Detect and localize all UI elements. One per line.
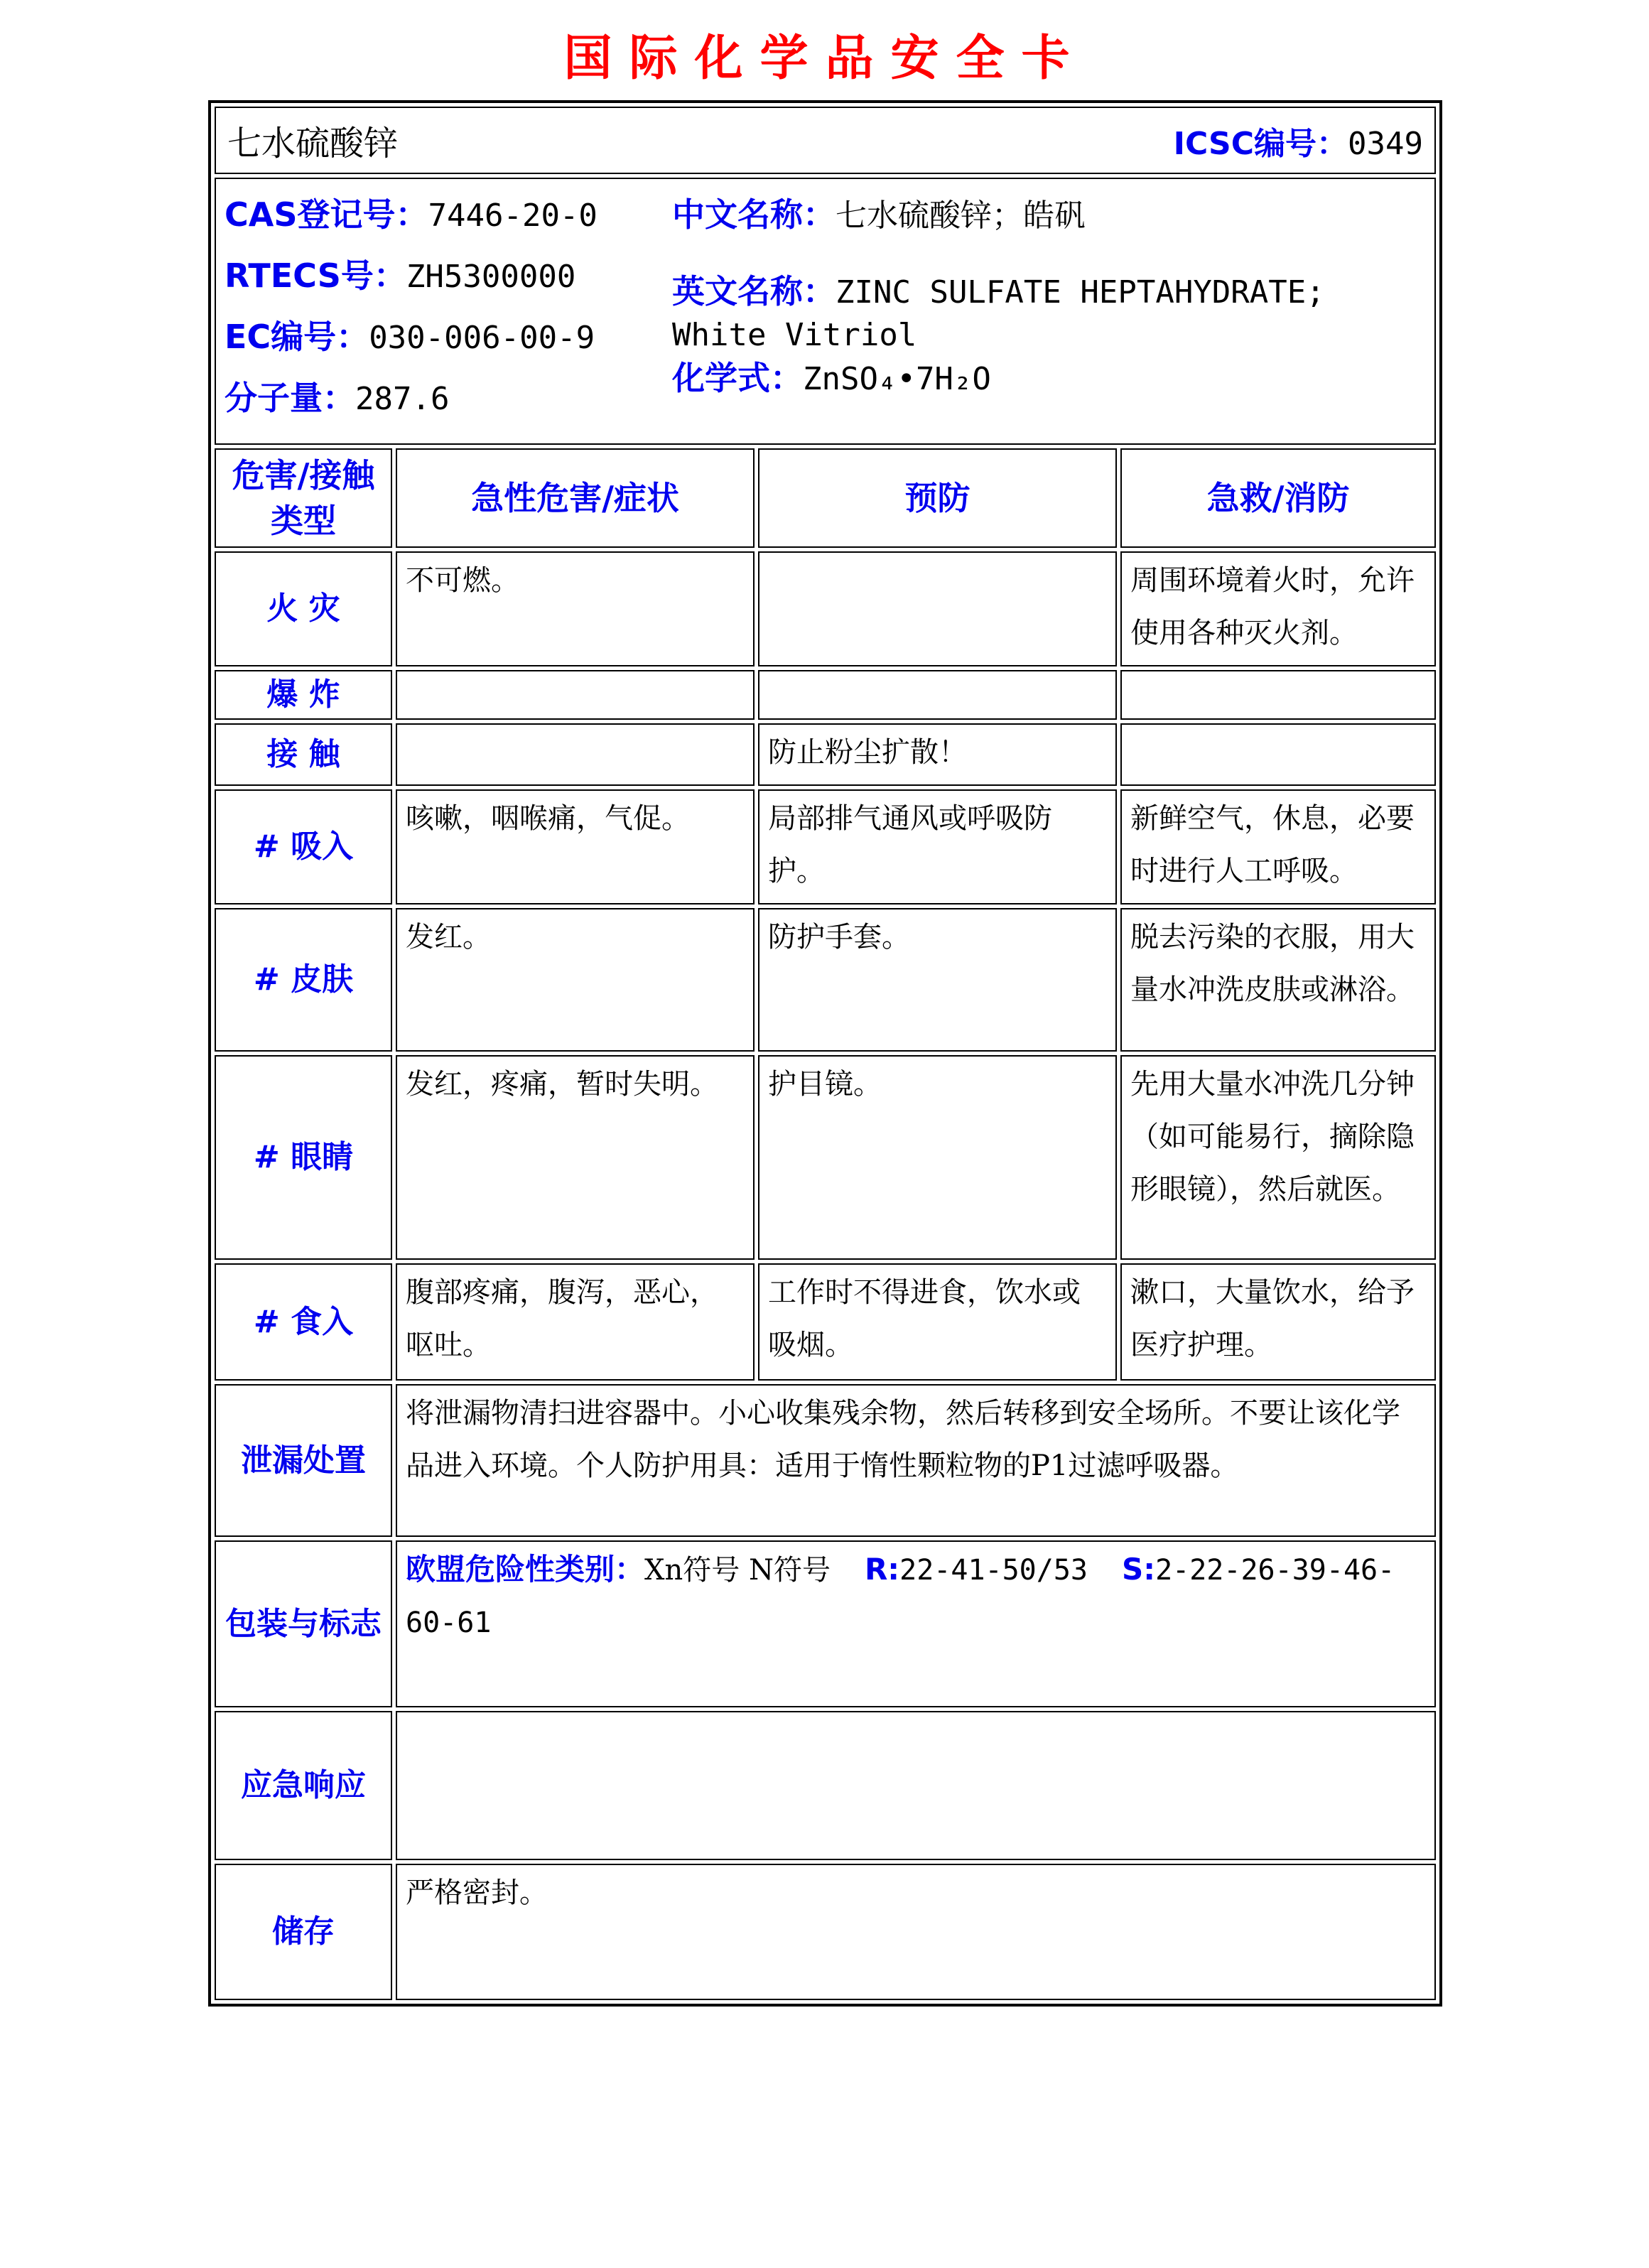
cell-explosion-symptoms	[396, 670, 755, 720]
s-phrases-label: S:	[1122, 1552, 1156, 1587]
cell-contact-firstaid	[1120, 723, 1436, 786]
column-header-hazard-type: 危害/接触 类型	[215, 448, 392, 548]
section-row-emergency	[215, 1711, 1436, 1860]
hazard-row-explosion	[215, 670, 1436, 720]
row-label-ingestion: # 食入	[215, 1263, 392, 1381]
icsc-number-label: ICSC编号：	[1173, 125, 1348, 162]
chemical-formula-label: 化学式：	[672, 359, 803, 397]
cas-number-value: 7446-20-0	[428, 198, 598, 234]
substance-header-cell	[215, 107, 1436, 174]
chemical-formula-value: ZnSO₄•7H₂O	[803, 361, 991, 397]
cell-fire-prevention	[758, 551, 1117, 666]
cell-spillage-text: 将泄漏物清扫进容器中。小心收集残余物，然后转移到安全场所。不要让该化学品进入环境。个人防护用具：适用于惰性颗粒物的P1过滤呼吸器。	[396, 1384, 1436, 1537]
ec-number-value: 030-006-00-9	[369, 320, 595, 356]
s-phrases-value: 2-22-26-39-46-60-61	[406, 1554, 1395, 1639]
cell-inhalation-prevention: 局部排气通风或呼吸防护。	[758, 789, 1117, 904]
row-label-eyes: # 眼睛	[215, 1055, 392, 1260]
cell-eyes-symptoms: 发红，疼痛，暂时失明。	[396, 1055, 755, 1260]
eu-hazard-class-label: 欧盟危险性类别：	[406, 1552, 645, 1587]
hazard-row-skin	[215, 908, 1436, 1052]
section-row-spillage	[215, 1384, 1436, 1537]
hazard-row-fire	[215, 551, 1436, 666]
chemical-formula-line	[672, 357, 1426, 401]
cell-explosion-firstaid	[1120, 670, 1436, 720]
icsc-number-field	[1174, 118, 1423, 163]
cell-fire-firstaid: 周围环境着火时，允许使用各种灭火剂。	[1120, 551, 1436, 666]
cell-ingestion-symptoms: 腹部疼痛，腹泻，恶心，呕吐。	[396, 1263, 755, 1381]
cell-contact-symptoms	[396, 723, 755, 786]
rtecs-number-label: RTECS号：	[225, 256, 406, 295]
cell-eyes-prevention: 护目镜。	[758, 1055, 1117, 1260]
section-row-storage	[215, 1864, 1436, 2000]
cas-number-label: CAS登记号：	[225, 195, 428, 234]
rtecs-number-value: ZH5300000	[406, 259, 576, 295]
identification-cell	[215, 178, 1436, 445]
row-label-emergency: 应急响应	[215, 1711, 392, 1860]
safety-card-table	[208, 100, 1442, 2007]
column-header-prevention: 预防	[758, 448, 1117, 548]
cell-ingestion-prevention: 工作时不得进食，饮水或吸烟。	[758, 1263, 1117, 1381]
cell-packaging-text	[396, 1540, 1436, 1707]
cell-emergency-text	[396, 1711, 1436, 1860]
hazard-table-header-row	[215, 448, 1436, 548]
english-name-value: ZINC SULFATE HEPTAHYDRATE; White Vitriol	[672, 274, 1325, 353]
cell-skin-symptoms: 发红。	[396, 908, 755, 1052]
cell-explosion-prevention	[758, 670, 1117, 720]
chinese-name-value: 七水硫酸锌；皓矾	[836, 198, 1086, 234]
cell-fire-symptoms: 不可燃。	[396, 551, 755, 666]
section-row-packaging	[215, 1540, 1436, 1707]
identification-row	[215, 178, 1436, 445]
rtecs-number-line	[225, 254, 672, 298]
icsc-number-value: 0349	[1348, 125, 1424, 162]
r-phrases-label: R:	[864, 1552, 900, 1587]
names-block	[672, 193, 1426, 438]
row-label-skin: # 皮肤	[215, 908, 392, 1052]
english-name-line	[672, 270, 1426, 357]
english-name-label: 英文名称：	[672, 272, 836, 310]
page-title: 国际化学品安全卡	[563, 30, 1087, 87]
cell-contact-prevention: 防止粉尘扩散！	[758, 723, 1117, 786]
cell-skin-prevention: 防护手套。	[758, 908, 1117, 1052]
chinese-name-line	[672, 193, 1426, 237]
substance-header-row	[215, 107, 1436, 174]
ec-number-label: EC编号：	[225, 318, 369, 356]
cell-storage-text: 严格密封。	[396, 1864, 1436, 2000]
eu-hazard-class-value: Xn符号 N符号	[644, 1554, 831, 1587]
cas-number-line	[225, 193, 672, 237]
row-label-packaging: 包装与标志	[215, 1540, 392, 1707]
row-label-inhalation: # 吸入	[215, 789, 392, 904]
column-header-firstaid: 急救/消防	[1120, 448, 1436, 548]
substance-name: 七水硫酸锌	[227, 124, 399, 163]
molecular-weight-value: 287.6	[355, 381, 450, 417]
cell-eyes-firstaid: 先用大量水冲洗几分钟（如可能易行，摘除隐形眼镜），然后就医。	[1120, 1055, 1436, 1260]
ec-number-line	[225, 315, 672, 360]
cell-skin-firstaid: 脱去污染的衣服，用大量水冲洗皮肤或淋浴。	[1120, 908, 1436, 1052]
row-label-explosion: 爆 炸	[215, 670, 392, 720]
row-label-fire: 火 灾	[215, 551, 392, 666]
column-header-symptoms: 急性危害/症状	[396, 448, 755, 548]
cell-inhalation-symptoms: 咳嗽，咽喉痛，气促。	[396, 789, 755, 904]
hazard-row-inhalation	[215, 789, 1436, 904]
identifiers-block	[225, 193, 672, 438]
row-label-storage: 储存	[215, 1864, 392, 2000]
hazard-row-eyes	[215, 1055, 1436, 1260]
row-label-contact: 接 触	[215, 723, 392, 786]
row-label-spillage: 泄漏处置	[215, 1384, 392, 1537]
molecular-weight-line	[225, 377, 672, 421]
cell-inhalation-firstaid: 新鲜空气，休息，必要时进行人工呼吸。	[1120, 789, 1436, 904]
molecular-weight-label: 分子量：	[225, 379, 355, 417]
hazard-row-contact	[215, 723, 1436, 786]
cell-ingestion-firstaid: 漱口，大量饮水，给予医疗护理。	[1120, 1263, 1436, 1381]
r-phrases-value: 22-41-50/53	[899, 1554, 1088, 1587]
chinese-name-label: 中文名称：	[672, 195, 836, 234]
hazard-row-ingestion	[215, 1263, 1436, 1381]
